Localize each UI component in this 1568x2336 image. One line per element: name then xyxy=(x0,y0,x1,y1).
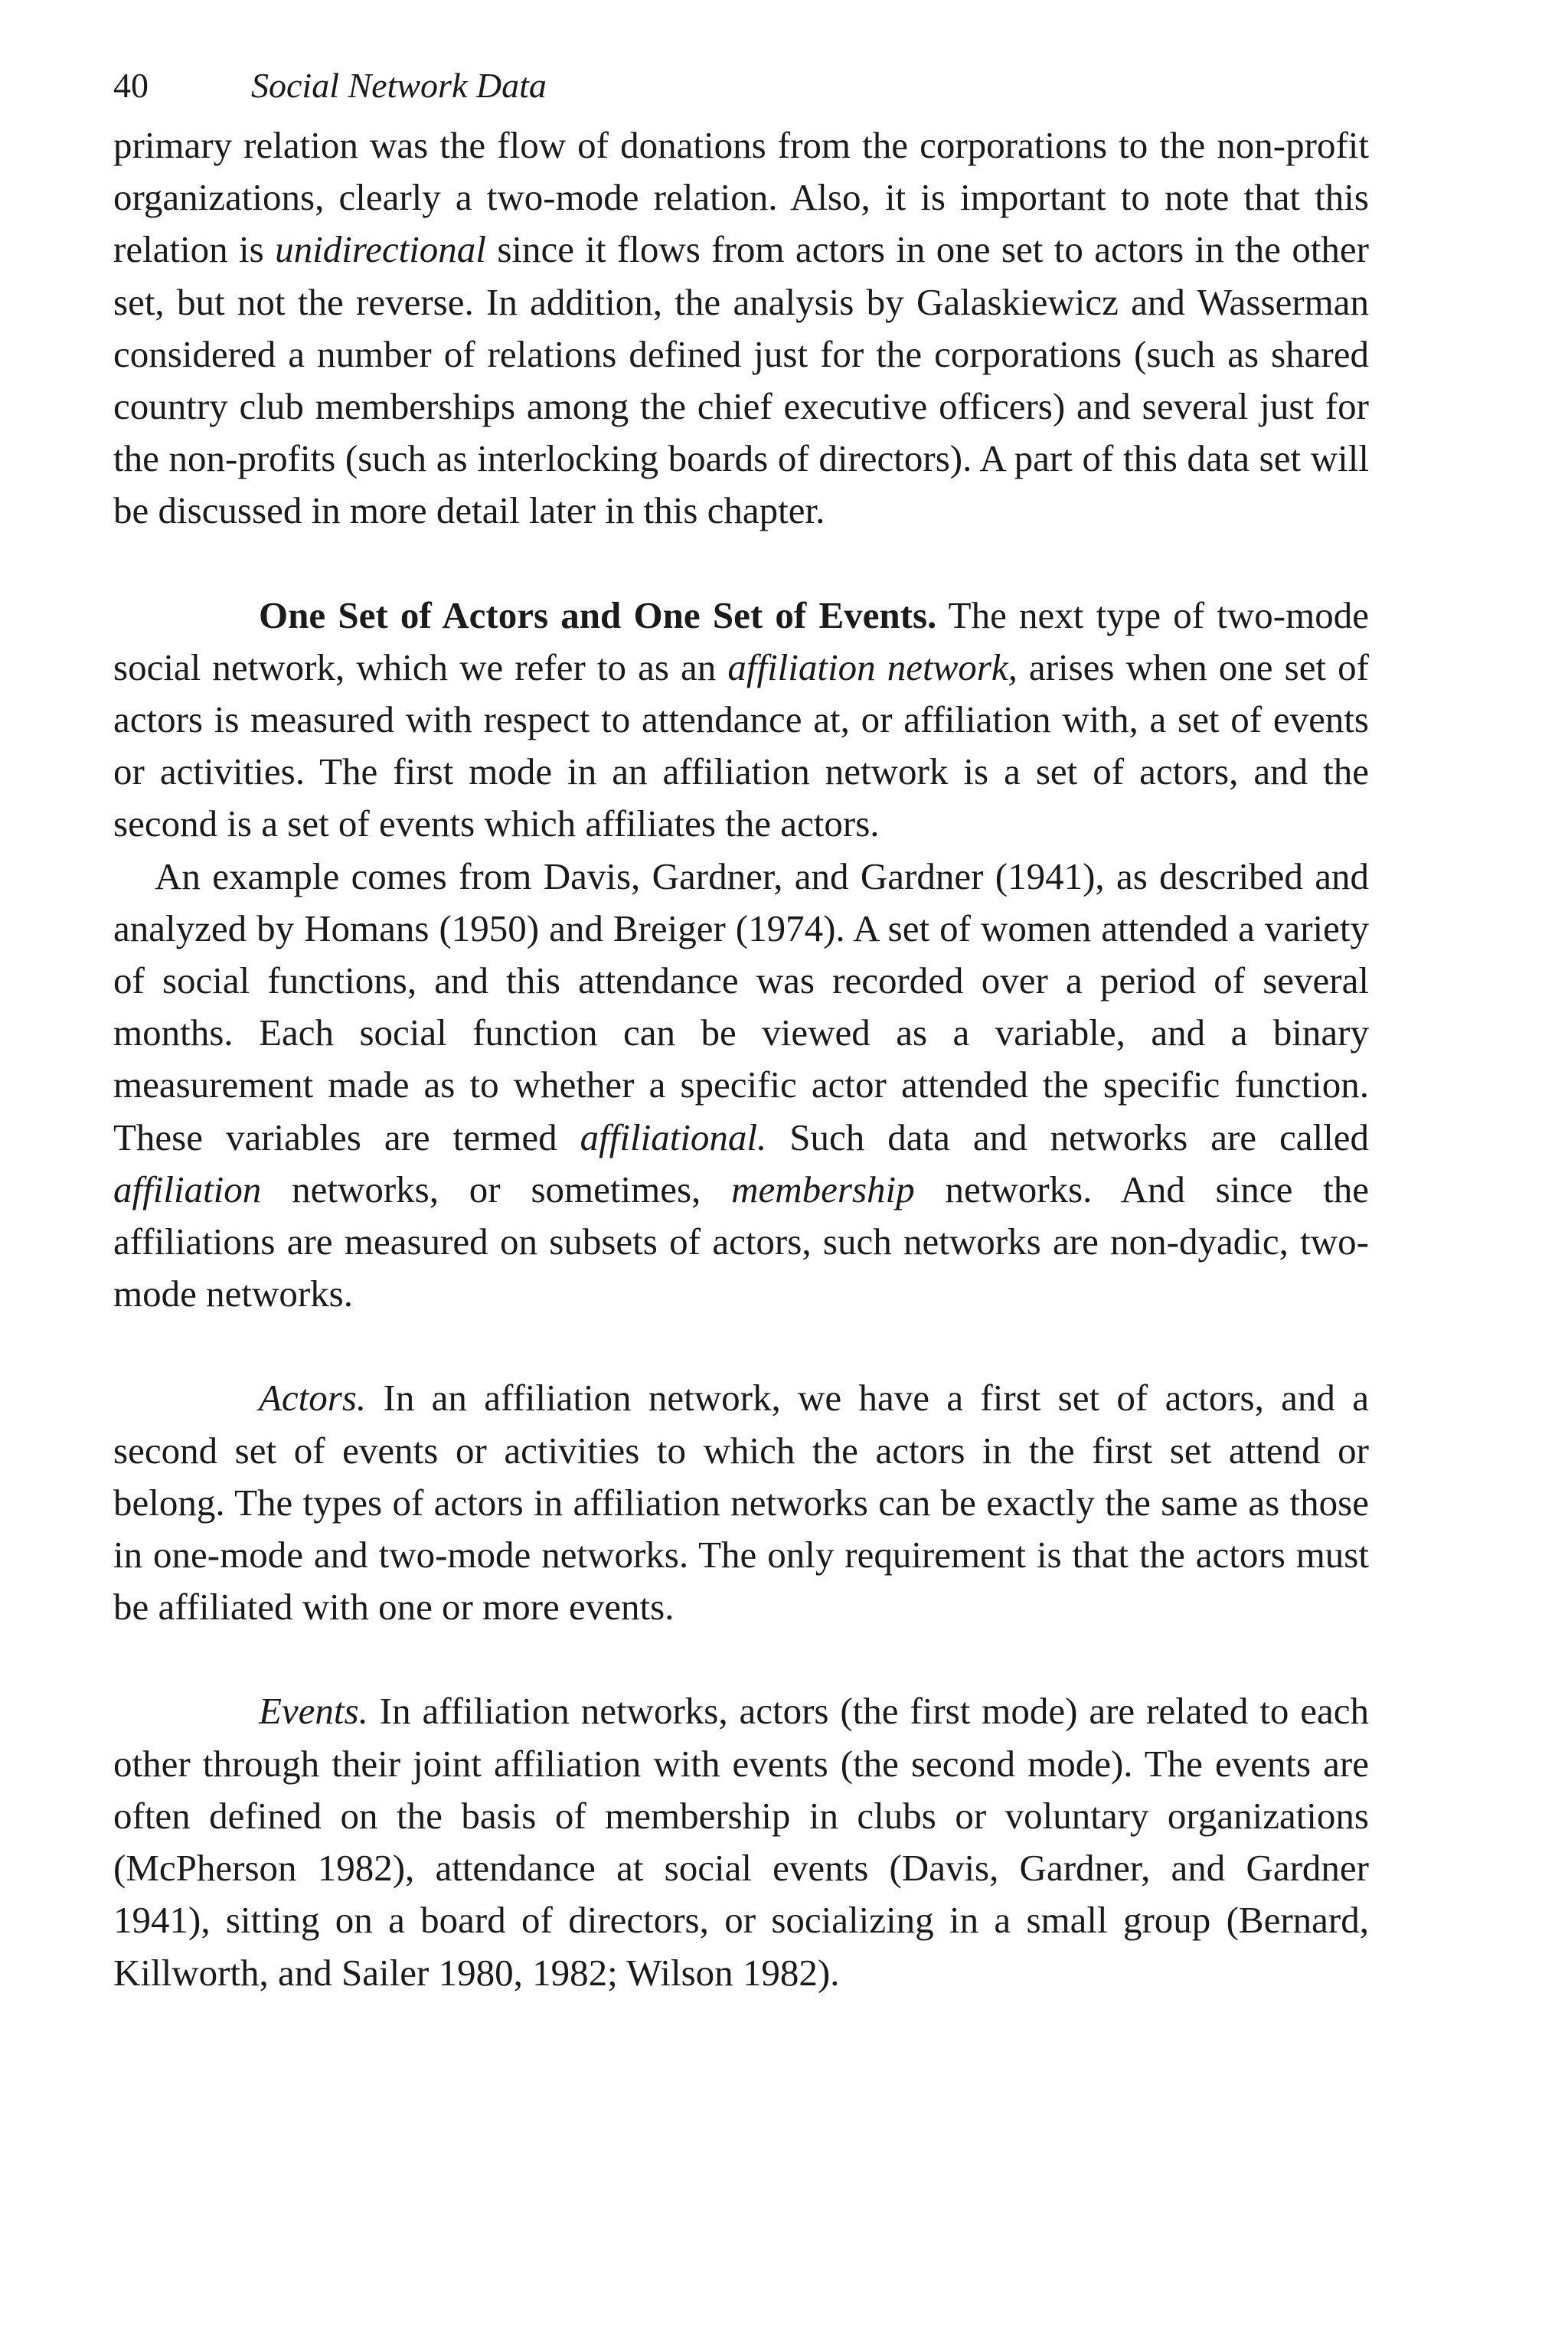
running-head xyxy=(113,63,1369,109)
page-number: 40 xyxy=(113,66,149,105)
paragraph-4: Actors. In an affiliation network, we have a first set of actors, and a second set of events or activities to which the actors in the first set attend or belong. The types of actors in affiliation networks can be exactly the same as those in one-mode and two-mode networks. The only requirement is that the actors must be affiliated with one or more events. xyxy=(113,1377,1369,1629)
paragraph-3: An example comes from Davis, Gardner, and Gardner (1941), as described and analyzed by Homans (1950) and Breiger (1974). A set of women attended a variety of social functions, and this attendance was recorded over a period of several months. Each social function can be viewed as a variable, and a binary measurement made as to whether a specific actor attended the specific function. These variables are termed affiliational. Such data and networks are called affiliation networks, or sometimes, membership networks. And since the affiliations are measured on subsets of actors, such networks are non-dyadic, two-mode networks. xyxy=(113,854,1370,1315)
paragraph-2: One Set of Actors and One Set of Events. The next type of two-mode social network, which we refer to as an affiliation network, arises when one set of actors is measured with respect to attendance at, or affiliation with, a set of events or activities. The first mode in an affiliation network is a set of actors, and the second is a set of events which affiliates the actors. xyxy=(113,593,1369,845)
subheading-events: Events. xyxy=(259,1690,368,1733)
paragraph-1: primary relation was the flow of donations from the corporations to the non-profit organizations, clearly a two-mode relation. Also, it is important to note that this relation is unidirectional since it flows from actors in one set to actors in the other set, but not the reverse. In addition, the analysis by Galaskiewicz and Wasserman considered a number of relations defined just for the corporations (such as shared country club memberships among the chief executive officers) and several just for the non-profits (such as interlocking boards of directors). A part of this data set will be discussed in more detail later in this chapter. xyxy=(113,124,1369,532)
running-title: Social Network Data xyxy=(251,66,547,105)
section-heading-actors-events: One Set of Actors and One Set of Events. xyxy=(259,593,937,636)
subheading-actors: Actors. xyxy=(259,1377,367,1420)
paragraph-5: Events. In affiliation networks, actors (the first mode) are related to each other through their joint affiliation with events (the second mode). The events are often defined on the basis of membership in clubs or voluntary organizations (McPherson 1982), attendance at social events (Davis, Gardner, and Gardner 1941), sitting on a board of directors, or socializing in a small group (Bernard, Killworth, and Sailer 1980, 1982; Wilson 1982). xyxy=(113,1690,1369,1994)
book-page xyxy=(113,63,1369,1999)
